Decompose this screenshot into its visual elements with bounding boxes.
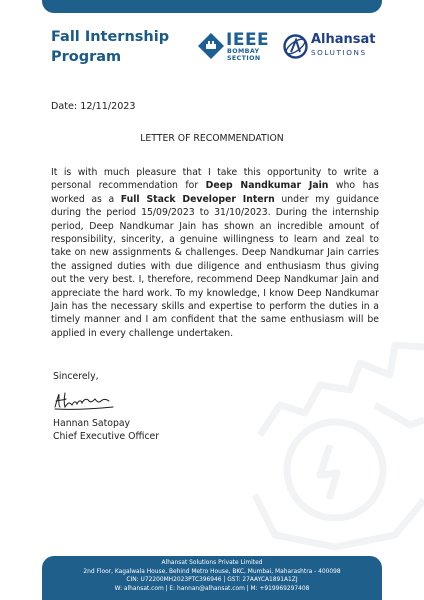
ieee-logo xyxy=(198,32,274,62)
ieee-sub-line-2: SECTION xyxy=(227,54,261,62)
body-rest: under my guidance during the period 15/09/2023 to 31/10/2023. During the internship period, Deep Nandkumar Jain has shown an incredible amount of responsibility, sincerity, a genuine willingness to learn and zeal to take on new assignments & challenges. Deep Nandkumar Jain carries the assigned duties with due diligence and enthusiasm thus giving out the very best. I, therefore, recommend Deep Nandkumar Jain and appreciate the hard work. To my knowledge, I know Deep Nandkumar Jain has the necessary skills and expertise to perform the duties in a timely manner and I am confident that the same enthusiasm will be applied in every challenge undertaken. xyxy=(51,193,379,339)
ieee-logo-subtitle xyxy=(227,49,261,63)
footer xyxy=(42,556,382,600)
ieee-logo-word: IEEE xyxy=(226,30,270,50)
title-line-2: Program xyxy=(51,49,122,65)
intern-name: Deep Nandkumar Jain xyxy=(205,180,329,192)
title-line-1: Fall Internship xyxy=(51,29,170,45)
body-mid: who has worked as a xyxy=(51,180,379,205)
top-banner xyxy=(42,0,382,13)
letter-heading: LETTER OF RECOMMENDATION xyxy=(140,133,284,144)
footer-contact: W: alhansat.com | E: hannan@alhansat.com | M: +919969297408 xyxy=(114,585,310,592)
body-intro: It is with much pleasure that I take this opportunity to write a personal recommendation for xyxy=(51,167,379,192)
letter-body xyxy=(51,166,379,340)
closing: Sincerely, xyxy=(53,371,99,382)
signatory-title: Chief Executive Officer xyxy=(53,431,160,442)
signature-image xyxy=(53,389,115,413)
footer-address: 2nd Floor, Kagalwala House, Behind Metro House, BKC, Mumbai, Maharashtra - 400098 xyxy=(83,568,341,575)
letter-date: Date: 12/11/2023 xyxy=(51,101,136,112)
page-title xyxy=(51,27,201,67)
intern-role: Full Stack Developer Intern xyxy=(120,193,275,205)
ieee-diamond-icon xyxy=(198,33,224,59)
footer-ids: CIN: U72200MH2023PTC396946 | GST: 27AAYCA1891A1ZJ xyxy=(126,577,298,583)
alhansat-logo-name: Alhansat xyxy=(311,32,376,47)
alhansat-logo xyxy=(283,32,383,62)
ieee-sub-line-1: BOMBAY xyxy=(227,48,260,55)
alhansat-logo-tagline: SOLUTIONS xyxy=(311,48,367,57)
footer-company: Alhansat Solutions Private Limited xyxy=(161,560,263,566)
signatory-name: Hannan Satopay xyxy=(53,418,131,429)
globe-icon xyxy=(283,34,308,59)
